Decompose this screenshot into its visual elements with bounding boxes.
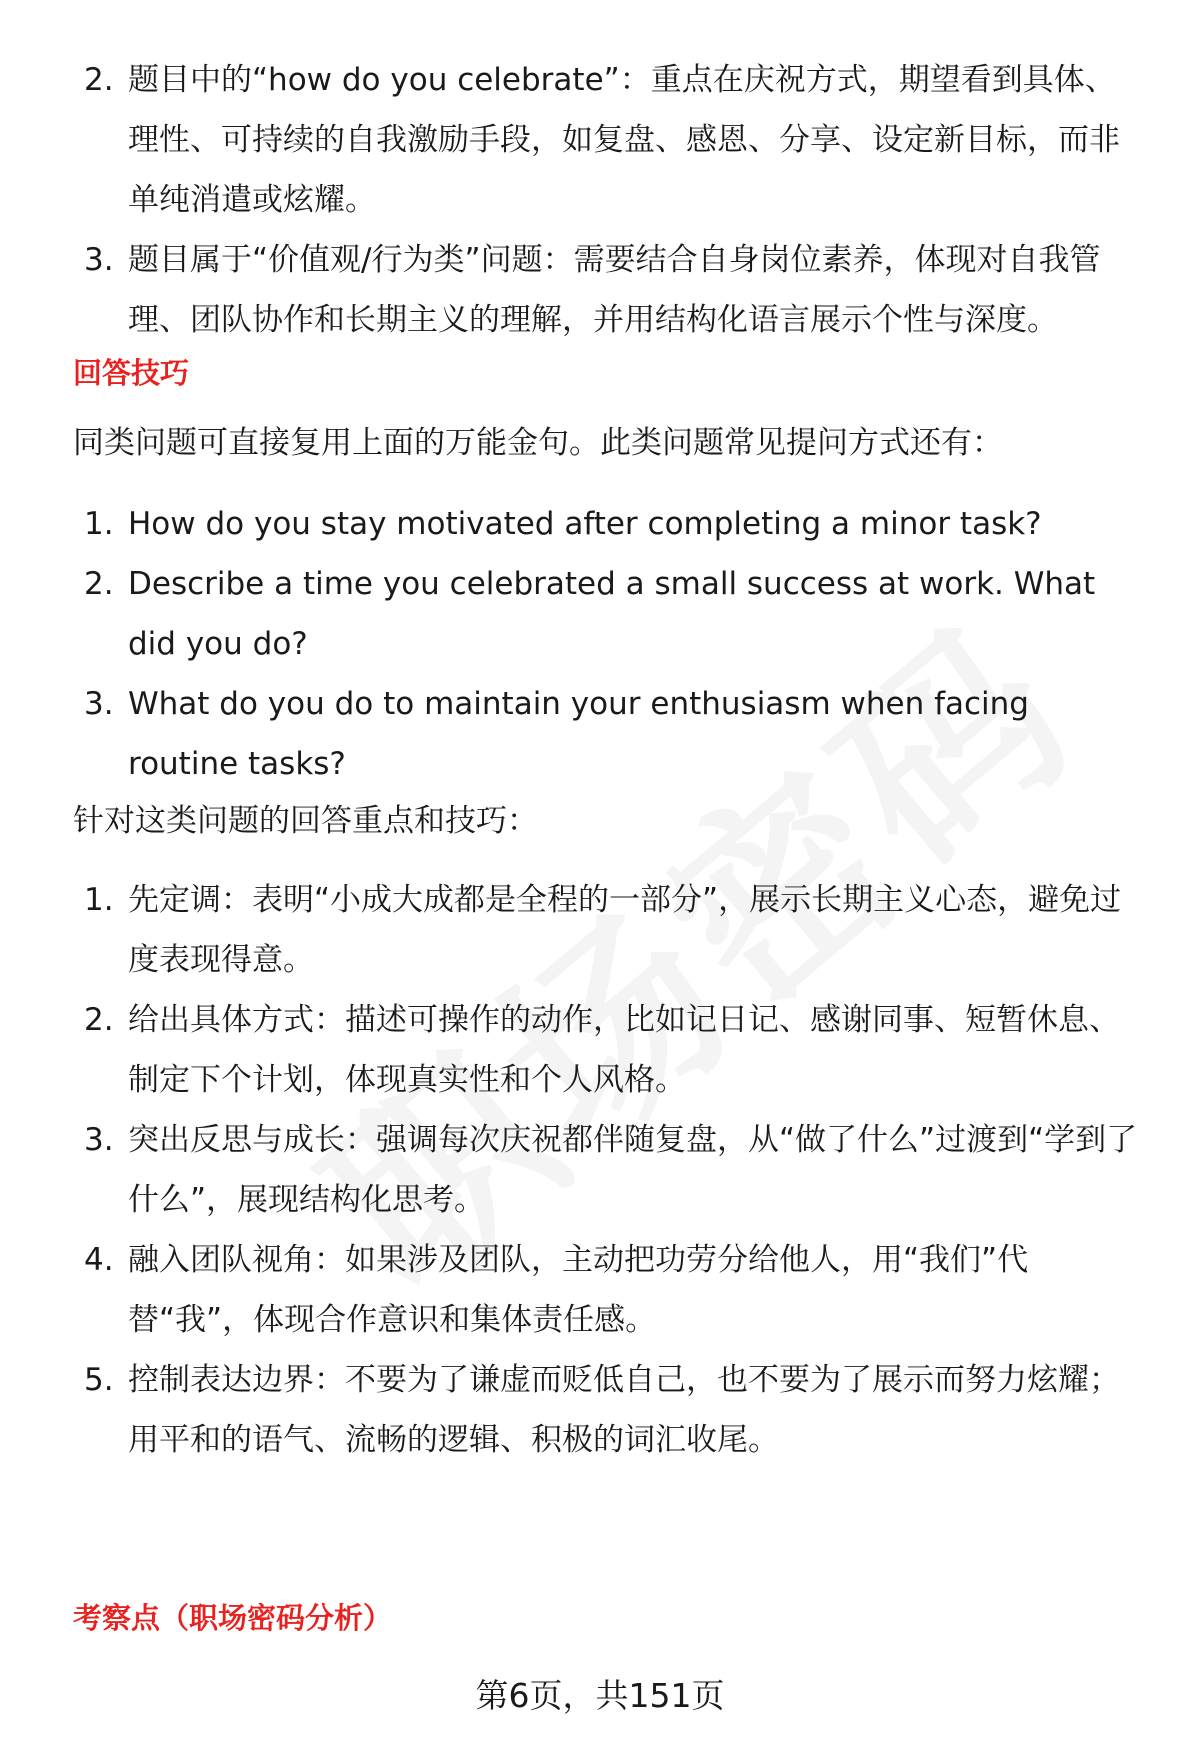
list-text: 给出具体方式：描述可操作的动作，比如记日记、感谢同事、短暂休息、制定下个计划，体现真实性和个人风格。 xyxy=(128,1002,1120,1098)
tips-list xyxy=(0,870,1200,1470)
list-number: 3. xyxy=(84,686,114,722)
list-text: What do you do to maintain your enthusiasm when facing routine tasks? xyxy=(128,686,1029,782)
list-number: 2. xyxy=(84,1002,114,1038)
list-item xyxy=(0,1350,1200,1470)
tips-block xyxy=(0,870,1200,1470)
list-item xyxy=(0,554,1200,674)
list-text: 控制表达边界：不要为了谦虚而贬低自己，也不要为了展示而努力炫耀；用平和的语气、流畅的逻辑、积极的词汇收尾。 xyxy=(128,1362,1120,1458)
list-item xyxy=(0,870,1200,990)
list-text: 题目中的“how do you celebrate”：重点在庆祝方式，期望看到具体、理性、可持续的自我激励手段，如复盘、感恩、分享、设定新目标，而非单纯消遣或炫耀。 xyxy=(128,62,1120,218)
list-number: 1. xyxy=(84,882,114,918)
list-text: 题目属于“价值观/行为类”问题：需要结合自身岗位素养，体现对自我管理、团队协作和长期主义的理解，并用结构化语言展示个性与深度。 xyxy=(128,242,1101,338)
list-number: 1. xyxy=(84,506,114,542)
section-heading-analysis: 考察点（职场密码分析） xyxy=(73,1601,393,1635)
list-number: 2. xyxy=(84,62,114,98)
list-number: 3. xyxy=(84,1122,114,1158)
list-text: 融入团队视角：如果涉及团队，主动把功劳分给他人，用“我们”代替“我”，体现合作意识和集体责任感。 xyxy=(128,1242,1029,1338)
list-item xyxy=(0,494,1200,554)
top-list-block xyxy=(0,50,1200,350)
questions-list xyxy=(0,494,1200,794)
list-number: 2. xyxy=(84,566,114,602)
section-heading-tips: 回答技巧 xyxy=(73,356,190,390)
list-item xyxy=(0,50,1200,230)
list-number: 3. xyxy=(84,242,114,278)
list-text: 先定调：表明“小成大成都是全程的一部分”，展示长期主义心态，避免过度表现得意。 xyxy=(128,882,1122,978)
list-item xyxy=(0,1110,1200,1230)
list-number: 4. xyxy=(84,1242,114,1278)
tips-intro-paragraph: 针对这类问题的回答重点和技巧： xyxy=(73,803,538,839)
list-text: Describe a time you celebrated a small success at work. What did you do? xyxy=(128,566,1096,662)
intro-paragraph: 同类问题可直接复用上面的万能金句。此类问题常见提问方式还有： xyxy=(73,425,1003,461)
list-text: 突出反思与成长：强调每次庆祝都伴随复盘，从“做了什么”过渡到“学到了什么”，展现结构化思考。 xyxy=(128,1122,1138,1218)
list-item xyxy=(0,1230,1200,1350)
top-list xyxy=(0,50,1200,350)
list-item xyxy=(0,674,1200,794)
questions-block xyxy=(0,494,1200,794)
list-number: 5. xyxy=(84,1362,114,1398)
list-item xyxy=(0,990,1200,1110)
list-item xyxy=(0,230,1200,350)
page-footer: 第6页，共151页 xyxy=(475,1676,725,1715)
list-text: How do you stay motivated after completing a minor task? xyxy=(128,506,1042,542)
